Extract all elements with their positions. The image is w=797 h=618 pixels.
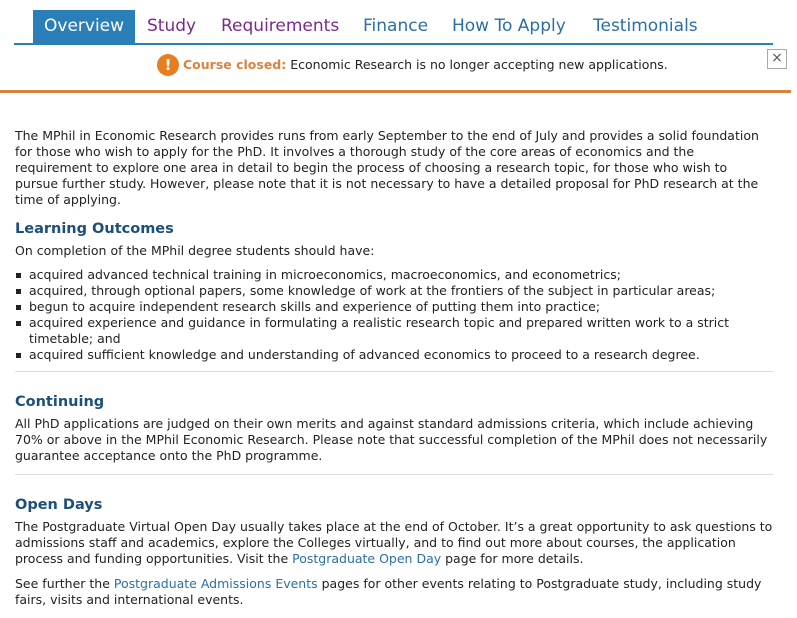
course-tab-bar	[14, 10, 773, 45]
list-item: acquired sufficient knowledge and understanding of advanced economics to proceed to a research degree.	[29, 347, 773, 363]
learning-outcomes-list	[15, 267, 773, 363]
tab-finance[interactable]: Finance	[363, 16, 429, 36]
course-closed-notice	[0, 46, 791, 93]
tab-testimonials[interactable]: Testimonials	[593, 16, 698, 36]
continuing-paragraph: All PhD applications are judged on their own merits and against standard admissions criteria, which include achieving 70% or above in the MPhil Economic Research. Please note that successful completion of the MPhil does not necessarily guarantee acceptance onto the PhD programme.	[15, 416, 768, 463]
events-text-end: pages for other events relating to Postgraduate study, including study fairs, visits and international events.	[15, 576, 762, 607]
notice-message: Economic Research is no longer accepting new applications.	[286, 57, 668, 72]
notice-label: Course closed:	[183, 57, 287, 72]
open-days-heading: Open Days	[15, 497, 103, 513]
learning-outcomes-heading: Learning Outcomes	[15, 221, 174, 237]
tab-requirements[interactable]: Requirements	[221, 16, 340, 36]
intro-paragraph: The MPhil in Economic Research provides runs from early September to the end of July and provides a solid foundation for those who wish to apply for the PhD. It involves a thorough study of the core areas of economics and the requirement to explore one area in detail to begin the process of choosing a research topic, for those who wish to pursue further study. However, please note that it is not necessary to have a detailed proposal for PhD research at the time of applying.	[15, 128, 759, 207]
section-divider	[15, 474, 773, 475]
continuing-heading: Continuing	[15, 394, 105, 410]
alert-icon: !	[157, 54, 179, 76]
list-item: acquired, through optional papers, some knowledge of work at the frontiers of the subject in particular areas;	[29, 283, 773, 299]
list-item: acquired advanced technical training in microeconomics, macroeconomics, and econometrics;	[29, 267, 773, 283]
tab-overview[interactable]: Overview	[33, 10, 135, 43]
list-item: acquired experience and guidance in formulating a realistic research topic and prepared written work to a strict timetable; and	[29, 315, 773, 347]
open-days-text-end: page for more details.	[441, 551, 584, 566]
tab-study[interactable]: Study	[147, 16, 197, 36]
tab-how-to-apply[interactable]: How To Apply	[452, 16, 566, 36]
list-item: begun to acquire independent research skills and experience of putting them into practice;	[29, 299, 773, 315]
events-paragraph	[15, 576, 773, 608]
events-text: See further the	[15, 576, 114, 591]
admissions-events-link[interactable]: Postgraduate Admissions Events	[113, 576, 318, 591]
learning-outcomes-lead: On completion of the MPhil degree students should have:	[15, 243, 375, 258]
course-overview-content	[15, 128, 773, 608]
notice-text	[183, 57, 668, 72]
open-days-paragraph	[15, 519, 773, 567]
close-icon[interactable]: ×	[767, 49, 787, 69]
postgraduate-open-day-link[interactable]: Postgraduate Open Day	[292, 551, 442, 566]
open-days-text: The Postgraduate Virtual Open Day usually takes place at the end of October. It’s a great opportunity to ask questions to admissions staff and academics, explore the Colleges virtually, and to find out more about courses, the application process and funding opportunities. Visit the	[15, 519, 773, 566]
section-divider	[15, 371, 773, 372]
